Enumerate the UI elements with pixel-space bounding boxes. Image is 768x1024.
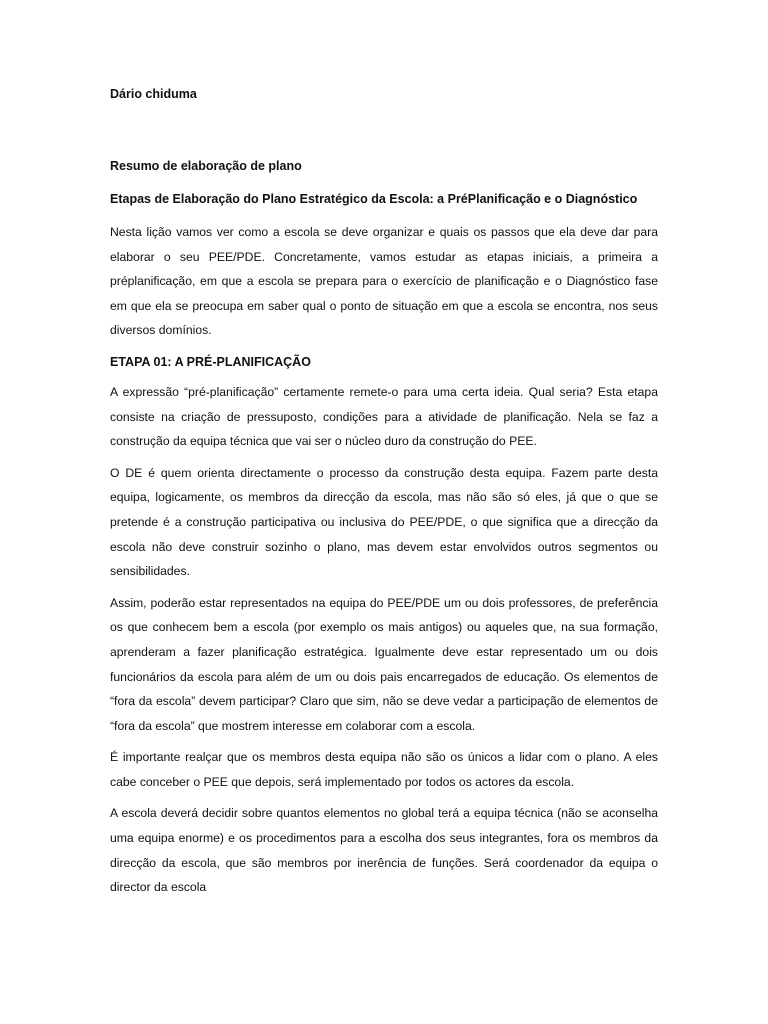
body-paragraph-2: O DE é quem orienta directamente o processo da construção desta equipa. Fazem parte desta equipa, logicamente, os membros da direcção da escola, mas não são só eles, já que o que se pretende é a construção participativa ou inclusiva do PEE/PDE, o que significa que a direcção da escola não deve construir sozinho o plano, mas devem estar envolvidos outros segmentos ou sensibilidades. — [110, 465, 658, 579]
document-page — [110, 82, 658, 907]
document-subtitle: Etapas de Elaboração do Plano Estratégico da Escola: a PréPlanificação e o Diagnóstico — [110, 192, 638, 206]
section-heading: ETAPA 01: A PRÉ-PLANIFICAÇÃO — [110, 354, 311, 369]
intro-paragraph: Nesta lição vamos ver como a escola se deve organizar e quais os passos que ela deve dar para elaborar o seu PEE/PDE. Concretamente, vamos estudar as etapas iniciais, a primeira a préplanificação, em que a escola se prepara para o exercício de planificação e o Diagnóstico fase em que ela se preocupa em saber qual o ponto de situação em que a escola se encontra, nos seus diversos domínios. — [110, 225, 658, 338]
body-paragraph-5: A escola deverá decidir sobre quantos elementos no global terá a equipa técnica (não se aconselha uma equipa enorme) e os procedimentos para a escolha dos seus integrantes, fora os membros da direcção da escola, que são membros por inerência de funções. Será coordenador da equipa o director da escola — [110, 806, 658, 895]
document-title: Resumo de elaboração de plano — [110, 159, 302, 173]
body-paragraph-4: É importante realçar que os membros desta equipa não são os únicos a lidar com o plano. A eles cabe conceber o PEE que depois, será implementado por todos os actores da escola. — [110, 750, 658, 789]
body-paragraph-3: Assim, poderão estar representados na equipa do PEE/PDE um ou dois professores, de preferência os que conhecem bem a escola (por exemplo os mais antigos) ou aqueles que, na sua formação, aprenderam a fazer planificação estratégica. Igualmente deve estar representado um ou dois funcionários da escola para além de um ou dois pais encarregados de educação. Os elementos de “fora da escola” devem participar? Claro que sim, não se deve vedar a participação de elementos de “fora da escola” que mostrem interesse em colaborar com a escola. — [110, 595, 658, 733]
body-paragraph-1: A expressão “pré-planificação” certamente remete-o para uma certa ideia. Qual seria? Esta etapa consiste na criação de pressuposto, condições para a atividade de planificação. Nela se faz a construção da equipa técnica que vai ser o núcleo duro da construção do PEE. — [110, 384, 658, 449]
author-name: Dário chiduma — [110, 87, 197, 101]
